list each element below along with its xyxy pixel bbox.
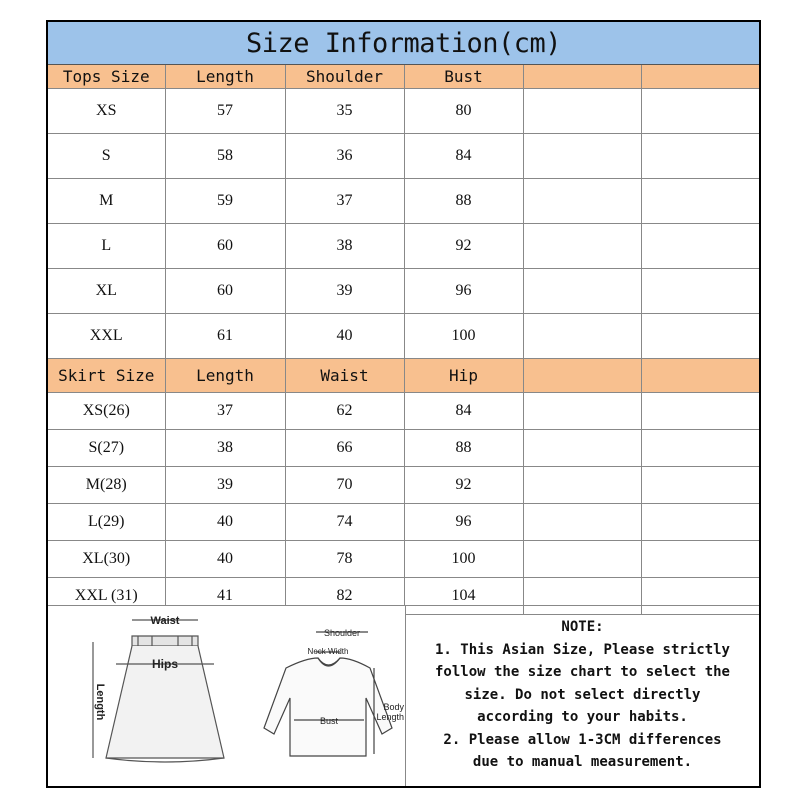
table-cell: M(28): [48, 467, 165, 504]
table-cell: 60: [165, 224, 285, 269]
size-chart: [46, 20, 761, 788]
table-cell: [641, 89, 759, 134]
table-cell: Waist: [285, 359, 404, 393]
table-cell: 74: [285, 504, 404, 541]
table-cell: 70: [285, 467, 404, 504]
table-cell: 100: [404, 541, 523, 578]
table-cell: [641, 359, 759, 393]
table-cell: XL(30): [48, 541, 165, 578]
table-cell: 60: [165, 269, 285, 314]
note-line: 1. This Asian Size, Please strictly: [434, 641, 730, 658]
table-cell: 37: [165, 393, 285, 430]
skirt-table-row: [48, 541, 759, 578]
table-cell: [523, 393, 641, 430]
table-cell: 38: [165, 430, 285, 467]
table-cell: 62: [285, 393, 404, 430]
table-cell: [641, 314, 759, 359]
table-cell: 40: [285, 314, 404, 359]
table-cell: [523, 314, 641, 359]
skirt-waist-label: Waist: [150, 615, 180, 627]
table-cell: S: [48, 134, 165, 179]
table-cell: 100: [404, 314, 523, 359]
table-cell: [523, 504, 641, 541]
note-line: NOTE:: [561, 619, 604, 636]
table-cell: [641, 134, 759, 179]
table-cell: [523, 359, 641, 393]
skirt-table-row: [48, 504, 759, 541]
top-shoulder-label: Shoulder: [323, 628, 361, 638]
table-cell: 40: [165, 504, 285, 541]
table-cell: 40: [165, 541, 285, 578]
table-cell: Tops Size: [48, 65, 165, 89]
note-line: follow the size chart to select the: [434, 664, 730, 681]
table-cell: [523, 134, 641, 179]
table-cell: M: [48, 179, 165, 224]
table-cell: L: [48, 224, 165, 269]
table-cell: XXL: [48, 314, 165, 359]
skirt-table-row: [48, 430, 759, 467]
table-cell: [641, 430, 759, 467]
note-box: [406, 606, 759, 786]
table-cell: 37: [285, 179, 404, 224]
table-cell: Length: [165, 65, 285, 89]
table-cell: 82: [285, 578, 404, 615]
table-cell: XL: [48, 269, 165, 314]
tops-header-row: [48, 65, 759, 89]
top-neck-label: Neck Width: [307, 647, 349, 656]
table-cell: 57: [165, 89, 285, 134]
top-body-length-label-2: Length: [376, 712, 404, 722]
skirt-hips-label: Hips: [151, 657, 179, 671]
table-cell: 78: [285, 541, 404, 578]
table-cell: [641, 541, 759, 578]
table-cell: [641, 467, 759, 504]
measurement-illustration: [48, 606, 405, 784]
table-cell: Skirt Size: [48, 359, 165, 393]
table-cell: L(29): [48, 504, 165, 541]
table-cell: 104: [404, 578, 523, 615]
tops-table-row: [48, 89, 759, 134]
tops-table-row: [48, 269, 759, 314]
table-cell: [523, 430, 641, 467]
table-cell: Bust: [404, 65, 523, 89]
table-cell: S(27): [48, 430, 165, 467]
table-cell: 61: [165, 314, 285, 359]
bottom-section: [48, 605, 759, 786]
note-line: according to your habits.: [477, 709, 688, 726]
tops-table-row: [48, 314, 759, 359]
tops-table-row: [48, 134, 759, 179]
table-cell: 92: [404, 467, 523, 504]
table-cell: 41: [165, 578, 285, 615]
note-line: due to manual measurement.: [472, 754, 693, 771]
chart-title: Size Information(cm): [48, 22, 759, 65]
table-cell: XS(26): [48, 393, 165, 430]
table-cell: 84: [404, 134, 523, 179]
tops-table-row: [48, 179, 759, 224]
table-cell: 35: [285, 89, 404, 134]
table-cell: 80: [404, 89, 523, 134]
table-cell: XXL (31): [48, 578, 165, 615]
top-body-length-label-1: Body: [383, 702, 404, 712]
note-line: size. Do not select directly: [464, 686, 701, 703]
table-cell: 84: [404, 393, 523, 430]
table-cell: [523, 467, 641, 504]
table-cell: [641, 393, 759, 430]
size-table: [48, 65, 759, 615]
table-cell: 36: [285, 134, 404, 179]
table-cell: 88: [404, 430, 523, 467]
table-cell: 39: [285, 269, 404, 314]
table-cell: 58: [165, 134, 285, 179]
table-cell: 59: [165, 179, 285, 224]
table-cell: [641, 179, 759, 224]
note-line: 2. Please allow 1-3CM differences: [443, 731, 722, 748]
table-cell: [641, 269, 759, 314]
tops-table-row: [48, 224, 759, 269]
table-cell: [523, 179, 641, 224]
table-cell: 39: [165, 467, 285, 504]
table-cell: Shoulder: [285, 65, 404, 89]
table-cell: Hip: [404, 359, 523, 393]
top-bust-label: Bust: [319, 716, 339, 726]
table-cell: [523, 89, 641, 134]
table-cell: 96: [404, 504, 523, 541]
table-cell: Length: [165, 359, 285, 393]
skirt-header-row: [48, 359, 759, 393]
skirt-table-row: [48, 467, 759, 504]
table-cell: [523, 224, 641, 269]
table-cell: 66: [285, 430, 404, 467]
skirt-length-label: Length: [94, 683, 106, 721]
table-cell: [641, 224, 759, 269]
table-cell: [523, 541, 641, 578]
table-cell: [641, 504, 759, 541]
table-cell: 38: [285, 224, 404, 269]
skirt-table-row: [48, 393, 759, 430]
table-cell: 96: [404, 269, 523, 314]
table-cell: [523, 65, 641, 89]
table-cell: 92: [404, 224, 523, 269]
table-cell: [523, 269, 641, 314]
table-cell: [641, 65, 759, 89]
table-cell: XS: [48, 89, 165, 134]
skirt-illustration: [93, 620, 224, 762]
measurement-diagram: [48, 606, 406, 786]
table-cell: 88: [404, 179, 523, 224]
